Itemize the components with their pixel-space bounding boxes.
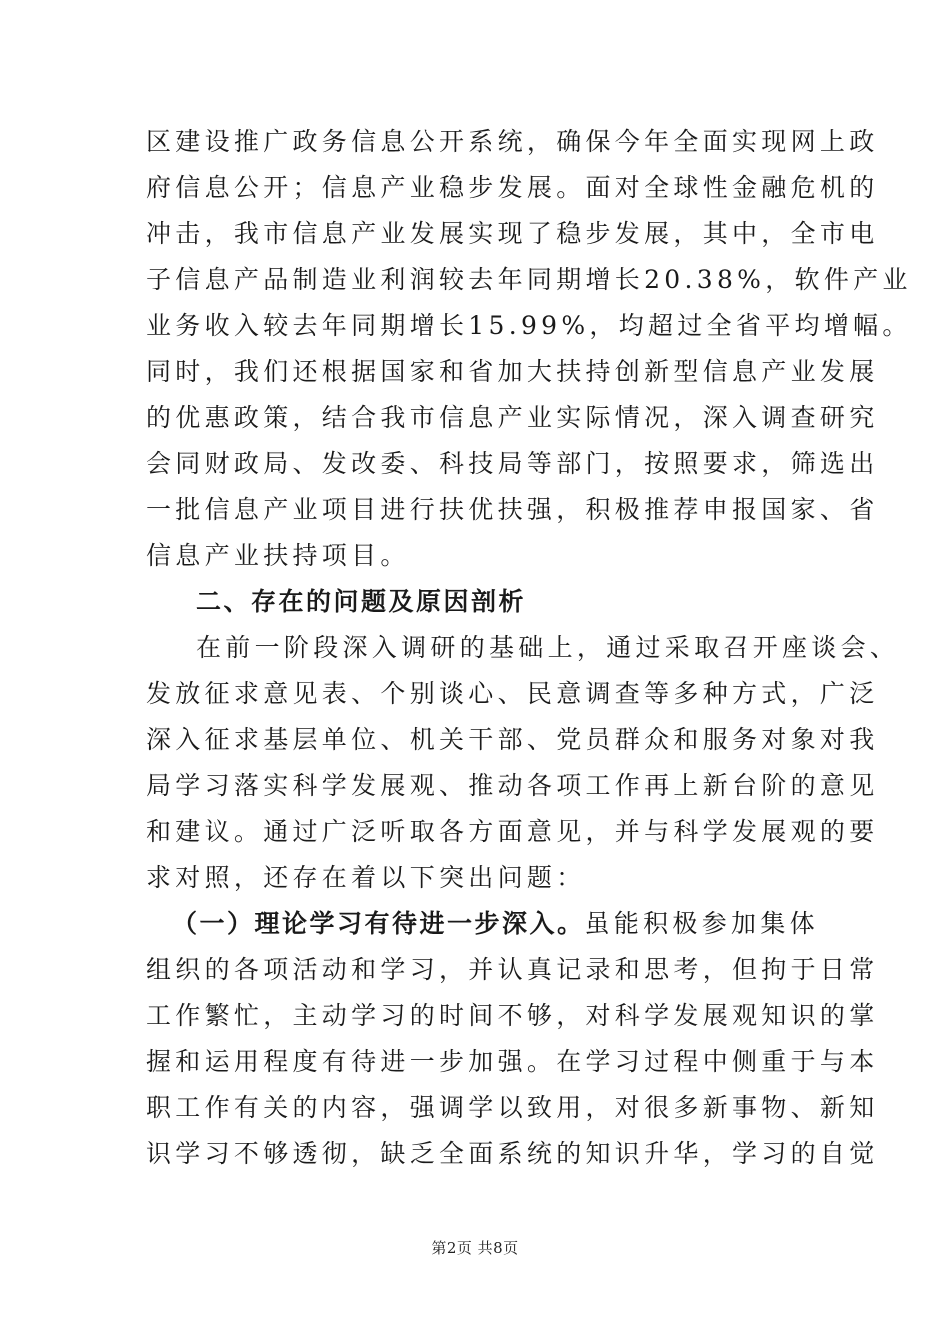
body-line: 在前一阶段深入调研的基础上，通过采取召开座谈会、: [196, 633, 900, 662]
body-line: 深入征求基层单位、机关干部、党员群众和服务对象对我: [146, 725, 879, 754]
body-line: 同时，我们还根据国家和省加大扶持创新型信息产业发展: [146, 357, 879, 386]
body-line: 组织的各项活动和学习，并认真记录和思考，但拘于日常: [146, 955, 879, 984]
sub-heading-line: [172, 904, 819, 944]
body-line: 信息产业扶持项目。: [146, 541, 410, 570]
body-line: 求对照，还存在着以下突出问题：: [146, 863, 586, 892]
body-line: 子信息产品制造业利润较去年同期增长20.38%，软件产业: [146, 265, 912, 294]
body-line: 府信息公开；信息产业稳步发展。面对全球性金融危机的: [146, 173, 879, 202]
body-line: 一批信息产业项目进行扶优扶强，积极推荐申报国家、省: [146, 495, 879, 524]
body-line: 职工作有关的内容，强调学以致用，对很多新事物、新知: [146, 1093, 879, 1122]
body-line: 的优惠政策，结合我市信息产业实际情况，深入调查研究: [146, 403, 879, 432]
body-line: 业务收入较去年同期增长15.99%，均超过全省平均增幅。: [146, 311, 912, 340]
body-line: 和建议。通过广泛听取各方面意见，并与科学发展观的要: [146, 817, 879, 846]
section-heading: 二、存在的问题及原因剖析: [196, 587, 527, 616]
body-line: 会同财政局、发改委、科技局等部门，按照要求，筛选出: [146, 449, 879, 478]
body-line: 识学习不够透彻，缺乏全面系统的知识升华，学习的自觉: [146, 1139, 879, 1168]
body-line: 工作繁忙，主动学习的时间不够，对科学发展观知识的掌: [146, 1001, 879, 1030]
body-line: 局学习落实科学发展观、推动各项工作再上新台阶的意见: [146, 771, 879, 800]
body-line: 区建设推广政务信息公开系统，确保今年全面实现网上政: [146, 127, 879, 156]
body-line: 冲击，我市信息产业发展实现了稳步发展，其中，全市电: [146, 219, 879, 248]
sub-heading: （一）理论学习有待进一步深入。: [172, 909, 585, 938]
page-footer: 第2页 共8页: [431, 1239, 519, 1257]
body-line: 握和运用程度有待进一步加强。在学习过程中侧重于与本: [146, 1047, 879, 1076]
sub-heading-rest: 虽能积极参加集体: [584, 909, 819, 938]
body-line: 发放征求意见表、个别谈心、民意调查等多种方式，广泛: [146, 679, 879, 708]
